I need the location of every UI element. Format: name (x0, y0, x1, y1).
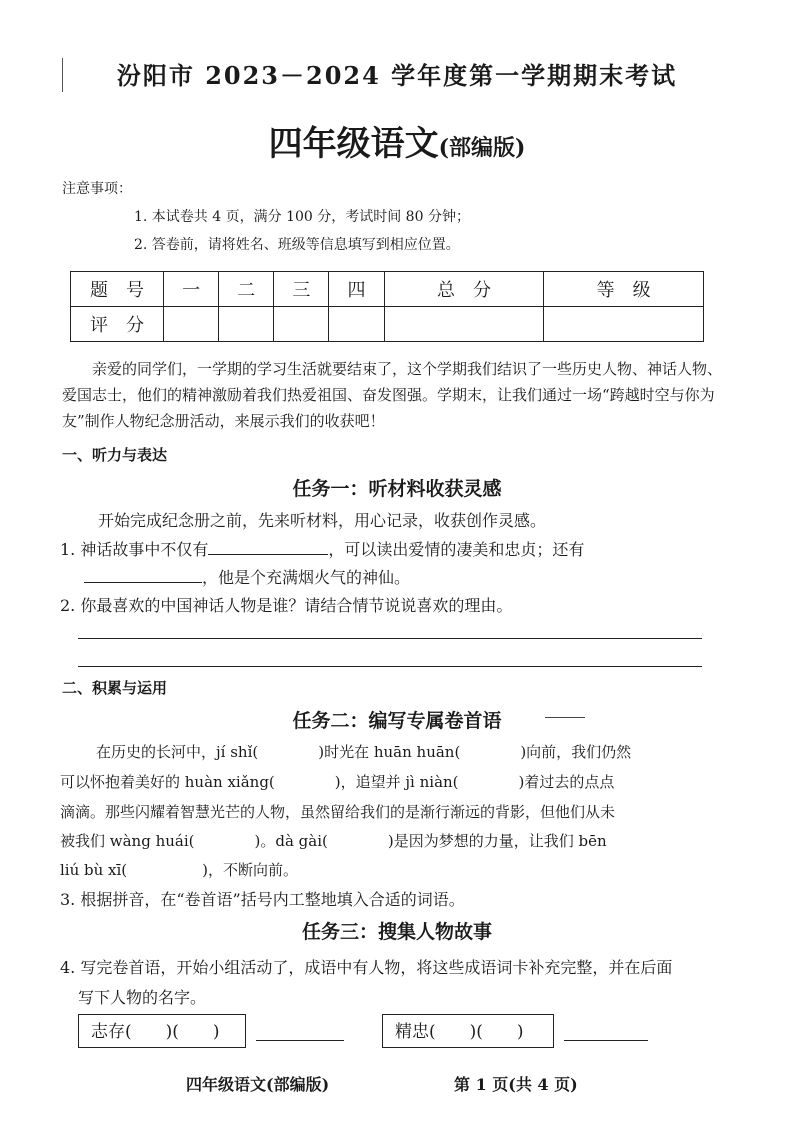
answer-blank[interactable] (84, 566, 202, 583)
score-table-score-row (71, 307, 704, 342)
score-header-cell: 等 级 (544, 272, 704, 307)
answer-line[interactable] (78, 638, 702, 639)
footer-subject: 四年级语文(部编版) (186, 1075, 330, 1094)
footer-page-number: 第 1 页(共 4 页) (454, 1075, 578, 1094)
score-row-label: 评 分 (71, 307, 164, 342)
subject-name: 四年级语文 (268, 124, 439, 164)
score-input-cell[interactable] (219, 307, 274, 342)
question-4-line2: 写下人物的名字。 (78, 988, 207, 1007)
score-input-cell[interactable] (274, 307, 329, 342)
task1-title: 任务一：听材料收获灵感 (292, 478, 502, 500)
decorative-dash (545, 717, 585, 718)
question-1-line2 (84, 565, 410, 588)
person-name-blank[interactable] (256, 1040, 344, 1041)
question-3: 3. 根据拼音，在“卷首语”括号内工整地填入合适的词语。 (60, 890, 465, 909)
task3-title: 任务三：搜集人物故事 (301, 921, 492, 943)
section1-heading: 一、听力与表达 (62, 446, 168, 464)
edition-label: (部编版) (438, 135, 526, 161)
passage-line: 被我们 wàng huái( )。dà gài( )是因为梦想的力量，让我们 bēn (60, 832, 607, 850)
score-header-cell: 四 (329, 272, 384, 307)
question-2: 2. 你最喜欢的中国神话人物是谁？请结合情节说说喜欢的理由。 (60, 596, 513, 615)
subject-title (0, 116, 794, 165)
score-header-cell: 二 (219, 272, 274, 307)
passage-line: 滴滴。那些闪耀着智慧光芒的人物，虽然留给我们的是渐行渐远的背影，但他们从未 (60, 803, 616, 821)
idiom-card-2[interactable]: 精忠( )( ) (382, 1014, 554, 1048)
task2-title: 任务二：编写专属卷首语 (292, 710, 502, 732)
person-name-blank[interactable] (564, 1040, 648, 1041)
score-input-cell[interactable] (329, 307, 384, 342)
q1-text-a: 1. 神话故事中不仅有 (60, 540, 209, 559)
score-header-cell: 题 号 (71, 272, 164, 307)
section2-heading: 二、积累与运用 (62, 679, 168, 697)
question-4-line1: 4. 写完卷首语，开始小组活动了，成语中有人物，将这些成语词卡补充完整，并在后面 (60, 958, 673, 977)
answer-line[interactable] (78, 666, 702, 667)
score-table (70, 271, 704, 342)
score-input-cell[interactable] (544, 307, 704, 342)
answer-blank[interactable] (208, 538, 328, 555)
score-header-cell: 一 (164, 272, 219, 307)
notice-item: 2. 答卷前，请将姓名、班级等信息填写到相应位置。 (134, 237, 460, 253)
score-header-cell: 总 分 (384, 272, 544, 307)
q1-text-b: ，可以读出爱情的凄美和忠贞；还有 (328, 540, 585, 559)
score-table-header-row (71, 272, 704, 307)
intro-paragraph: 亲爱的同学们，一学期的学习生活就要结束了，这个学期我们结识了一些历史人物、神话人物、爱国志士，他们的精神激励着我们热爱祖国、奋发图强。学期末，让我们通过一场“跨越时空与你为友”制作人物纪念册活动，来展示我们的收获吧！ (62, 360, 723, 430)
score-input-cell[interactable] (164, 307, 219, 342)
score-input-cell[interactable] (384, 307, 544, 342)
passage-line: 在历史的长河中，jí shǐ( )时光在 huān huān( )向前，我们仍然 (96, 743, 632, 761)
task1-lead: 开始完成纪念册之前，先来听材料，用心记录，收获创作灵感。 (98, 511, 547, 530)
score-header-cell: 三 (274, 272, 329, 307)
passage-line: 可以怀抱着美好的 huàn xiǎng( )，追望并 jì niàn( )着过去的点点 (60, 773, 615, 791)
notice-item: 1. 本试卷共 4 页，满分 100 分，考试时间 80 分钟； (134, 209, 470, 225)
q1-text-c: ，他是个充满烟火气的神仙。 (202, 568, 411, 587)
idiom-card-1[interactable]: 志存( )( ) (78, 1014, 246, 1048)
exam-title: 汾阳市 2023－2024 学年度第一学期期末考试 (116, 61, 678, 90)
question-1-line1 (60, 537, 584, 560)
passage-line: liú bù xī( )，不断向前。 (60, 861, 299, 879)
notice-heading: 注意事项： (62, 181, 132, 197)
